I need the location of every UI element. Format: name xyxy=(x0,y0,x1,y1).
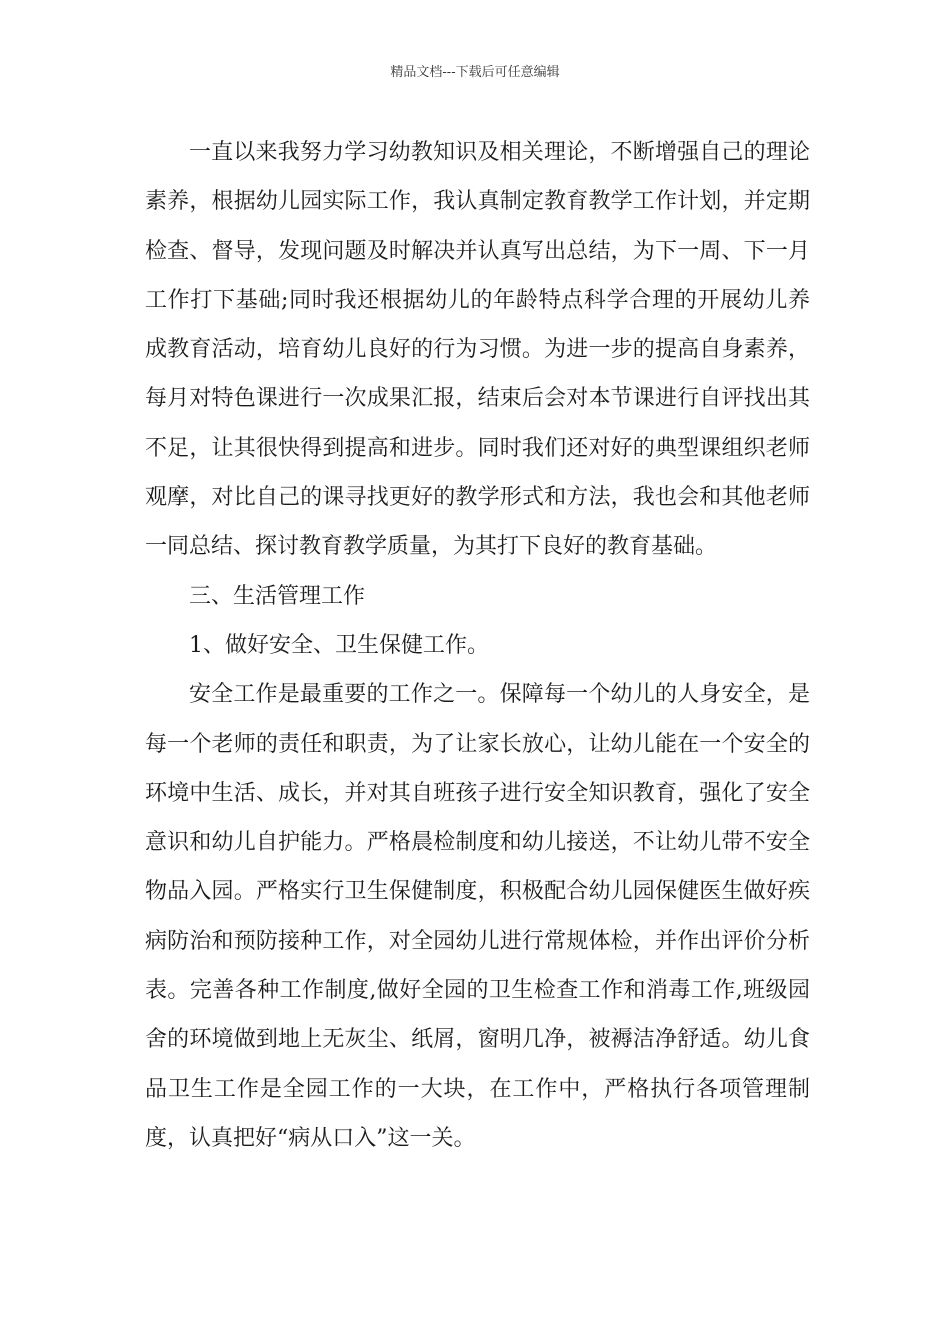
page-header: 精品文档---下载后可任意编辑 xyxy=(390,65,560,80)
paragraph-safety-work: 安全工作是最重要的工作之一。保障每一个幼儿的人身安全，是每一个老师的责任和职责，为了让家长放心，让幼儿能在一个安全的环境中生活、成长，并对其自班孩子进行安全知识教育，强化了安全意识和幼儿自护能力。严格晨检制度和幼儿接送，不让幼儿带不安全物品入园。严格实行卫生保健制度，积极配合幼儿园保健医生做好疾病防治和预防接种工作，对全园幼儿进行常规体检，并作出评价分析表。完善各种工作制度,做好全园的卫生检查工作和消毒工作,班级园舍的环境做到地上无灰尘、纸屑，窗明几净，被褥洁净舒适。幼儿食品卫生工作是全园工作的一大块，在工作中，严格执行各项管理制度，认真把好“病从口入”这一关。 xyxy=(145,682,810,1151)
paragraph-teaching-work: 一直以来我努力学习幼教知识及相关理论，不断增强自己的理论素养，根据幼儿园实际工作，我认真制定教育教学工作计划，并定期检查、督导，发现问题及时解决并认真写出总结，为下一周、下一月工作打下基础;同时我还根据幼儿的年龄特点科学合理的开展幼儿养成教育活动，培育幼儿良好的行为习惯。为进一步的提高自身素养，每月对特色课进行一次成果汇报，结束后会对本节课进行自评找出其不足，让其很快得到提高和进步。同时我们还对好的典型课组织老师观摩，对比自己的课寻找更好的教学形式和方法，我也会和其他老师一同总结、探讨教育教学质量，为其打下良好的教育基础。 xyxy=(145,140,810,560)
document-body xyxy=(145,128,810,1163)
subsection-heading-safety-health: 1、做好安全、卫生保健工作。 xyxy=(189,632,489,658)
section-heading-life-management: 三、生活管理工作 xyxy=(189,583,366,609)
